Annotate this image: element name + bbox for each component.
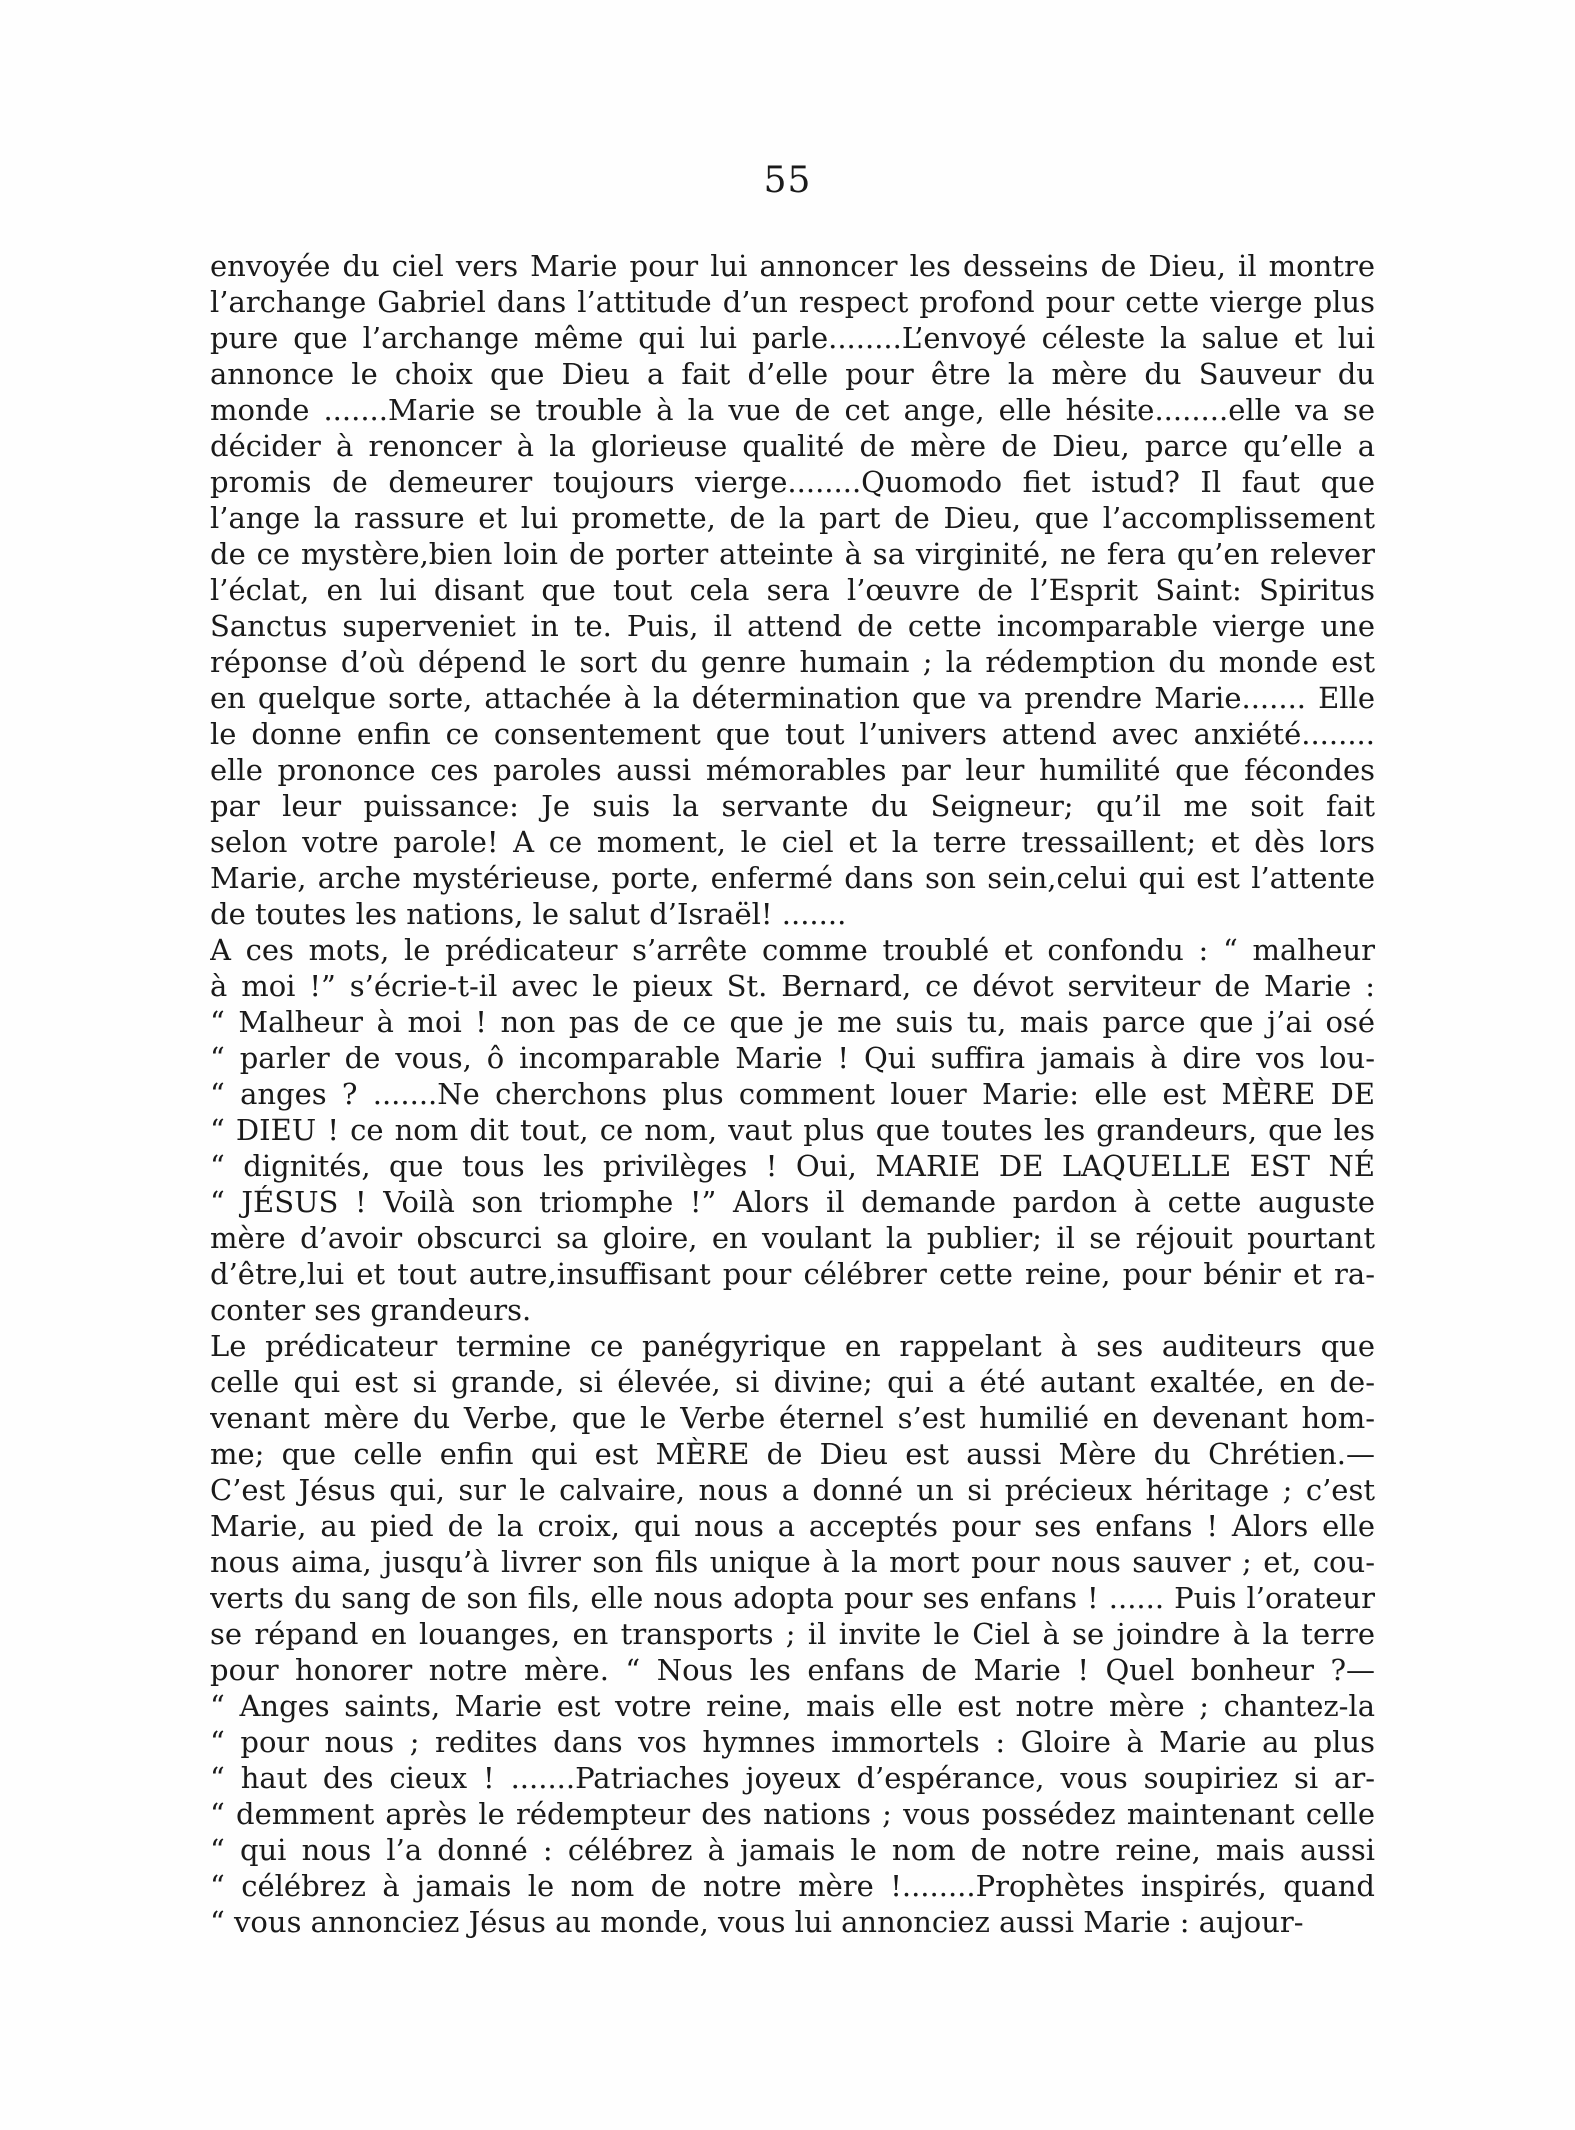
text-line: Marie, au pied de la croix, qui nous a acceptés pour ses enfans ! Alors elle <box>210 1509 1375 1543</box>
text-line: envoyée du ciel vers Marie pour lui annoncer les desseins de Dieu, il montre <box>210 249 1375 283</box>
text-line: “ anges ? .......Ne cherchons plus comment louer Marie: elle est MÈRE DE <box>210 1077 1375 1111</box>
text-line: C’est Jésus qui, sur le calvaire, nous a donné un si précieux héritage ; c’est <box>210 1473 1375 1507</box>
body-text <box>210 248 1375 1940</box>
text-line: monde .......Marie se trouble à la vue de cet ange, elle hésite........elle va se <box>210 393 1375 427</box>
text-line: conter ses grandeurs. <box>210 1293 532 1327</box>
text-line: selon votre parole! A ce moment, le ciel et la terre tressaillent; et dès lors <box>210 825 1375 859</box>
text-line: venant mère du Verbe, que le Verbe éternel s’est humilié en devenant hom- <box>210 1401 1375 1435</box>
text-line: “ dignités, que tous les privilèges ! Oui, MARIE DE LAQUELLE EST NÉ <box>210 1149 1375 1183</box>
text-line: “ pour nous ; redites dans vos hymnes immortels : Gloire à Marie au plus <box>210 1725 1375 1759</box>
text-line: “ DIEU ! ce nom dit tout, ce nom, vaut plus que toutes les grandeurs, que les <box>210 1113 1375 1147</box>
text-line: “ Anges saints, Marie est votre reine, mais elle est notre mère ; chantez-la <box>210 1689 1375 1723</box>
text-line: l’ange la rassure et lui promette, de la part de Dieu, que l’accomplissement <box>210 501 1375 535</box>
text-line: celle qui est si grande, si élevée, si divine; qui a été autant exaltée, en de- <box>210 1365 1375 1399</box>
paragraph <box>210 932 1375 1328</box>
text-line: Sanctus superveniet in te. Puis, il attend de cette incomparable vierge une <box>210 609 1375 643</box>
text-line: elle prononce ces paroles aussi mémorables par leur humilité que fécondes <box>210 753 1375 787</box>
text-line: réponse d’où dépend le sort du genre humain ; la rédemption du monde est <box>210 645 1375 679</box>
text-line: se répand en louanges, en transports ; il invite le Ciel à se joindre à la terre <box>210 1617 1375 1651</box>
text-line: le donne enfin ce consentement que tout l’univers attend avec anxiété........ <box>210 717 1375 751</box>
text-line: d’être,lui et tout autre,insuffisant pour célébrer cette reine, pour bénir et ra- <box>210 1257 1375 1291</box>
text-line: “ parler de vous, ô incomparable Marie ! Qui suffira jamais à dire vos lou- <box>210 1041 1375 1075</box>
text-line: décider à renoncer à la glorieuse qualité de mère de Dieu, parce qu’elle a <box>210 429 1375 463</box>
text-line: l’archange Gabriel dans l’attitude d’un respect profond pour cette vierge plus <box>210 285 1375 319</box>
text-line: “ haut des cieux ! .......Patriaches joyeux d’espérance, vous soupiriez si ar- <box>210 1761 1375 1795</box>
text-line: à moi !” s’écrie-t-il avec le pieux St. Bernard, ce dévot serviteur de Marie : <box>210 969 1375 1003</box>
text-line: verts du sang de son fils, elle nous adopta pour ses enfans ! ...... Puis l’orateur <box>210 1581 1375 1615</box>
text-line: annonce le choix que Dieu a fait d’elle pour être la mère du Sauveur du <box>210 357 1375 391</box>
text-line: “ demment après le rédempteur des nations ; vous possédez maintenant celle <box>210 1797 1375 1831</box>
text-line: l’éclat, en lui disant que tout cela sera l’œuvre de l’Esprit Saint: Spiritus <box>210 573 1375 607</box>
text-line: en quelque sorte, attachée à la détermination que va prendre Marie....... Elle <box>210 681 1375 715</box>
page-number: 55 <box>763 160 812 201</box>
text-line: de toutes les nations, le salut d’Israël! ....... <box>210 897 847 931</box>
text-line: “ JÉSUS ! Voilà son triomphe !” Alors il demande pardon à cette auguste <box>210 1185 1375 1219</box>
text-line: “ Malheur à moi ! non pas de ce que je me suis tu, mais parce que j’ai osé <box>210 1005 1375 1039</box>
text-line: “ célébrez à jamais le nom de notre mère !........Prophètes inspirés, quand <box>210 1869 1375 1903</box>
text-line: “ qui nous l’a donné : célébrez à jamais le nom de notre reine, mais aussi <box>210 1833 1375 1867</box>
text-line: pour honorer notre mère. “ Nous les enfans de Marie ! Quel bonheur ?— <box>210 1653 1375 1687</box>
text-line: mère d’avoir obscurci sa gloire, en voulant la publier; il se réjouit pourtant <box>210 1221 1375 1255</box>
text-line: Le prédicateur termine ce panégyrique en rappelant à ses auditeurs que <box>210 1329 1375 1363</box>
paragraph <box>210 1328 1375 1940</box>
text-line: Marie, arche mystérieuse, porte, enfermé dans son sein,celui qui est l’attente <box>210 861 1375 895</box>
text-line: promis de demeurer toujours vierge........Quomodo fiet istud? Il faut que <box>210 465 1375 499</box>
text-line: nous aima, jusqu’à livrer son fils unique à la mort pour nous sauver ; et, cou- <box>210 1545 1375 1579</box>
text-line: pure que l’archange même qui lui parle........L’envoyé céleste la salue et lui <box>210 321 1375 355</box>
text-line: A ces mots, le prédicateur s’arrête comme troublé et confondu : “ malheur <box>210 933 1375 967</box>
text-line: “ vous annonciez Jésus au monde, vous lui annonciez aussi Marie : aujour- <box>210 1905 1304 1939</box>
text-line: par leur puissance: Je suis la servante du Seigneur; qu’il me soit fait <box>210 789 1375 823</box>
text-line: me; que celle enfin qui est MÈRE de Dieu est aussi Mère du Chrétien.— <box>210 1437 1375 1471</box>
paragraph <box>210 248 1375 932</box>
text-line: de ce mystère,bien loin de porter atteinte à sa virginité, ne fera qu’en relever <box>210 537 1375 571</box>
